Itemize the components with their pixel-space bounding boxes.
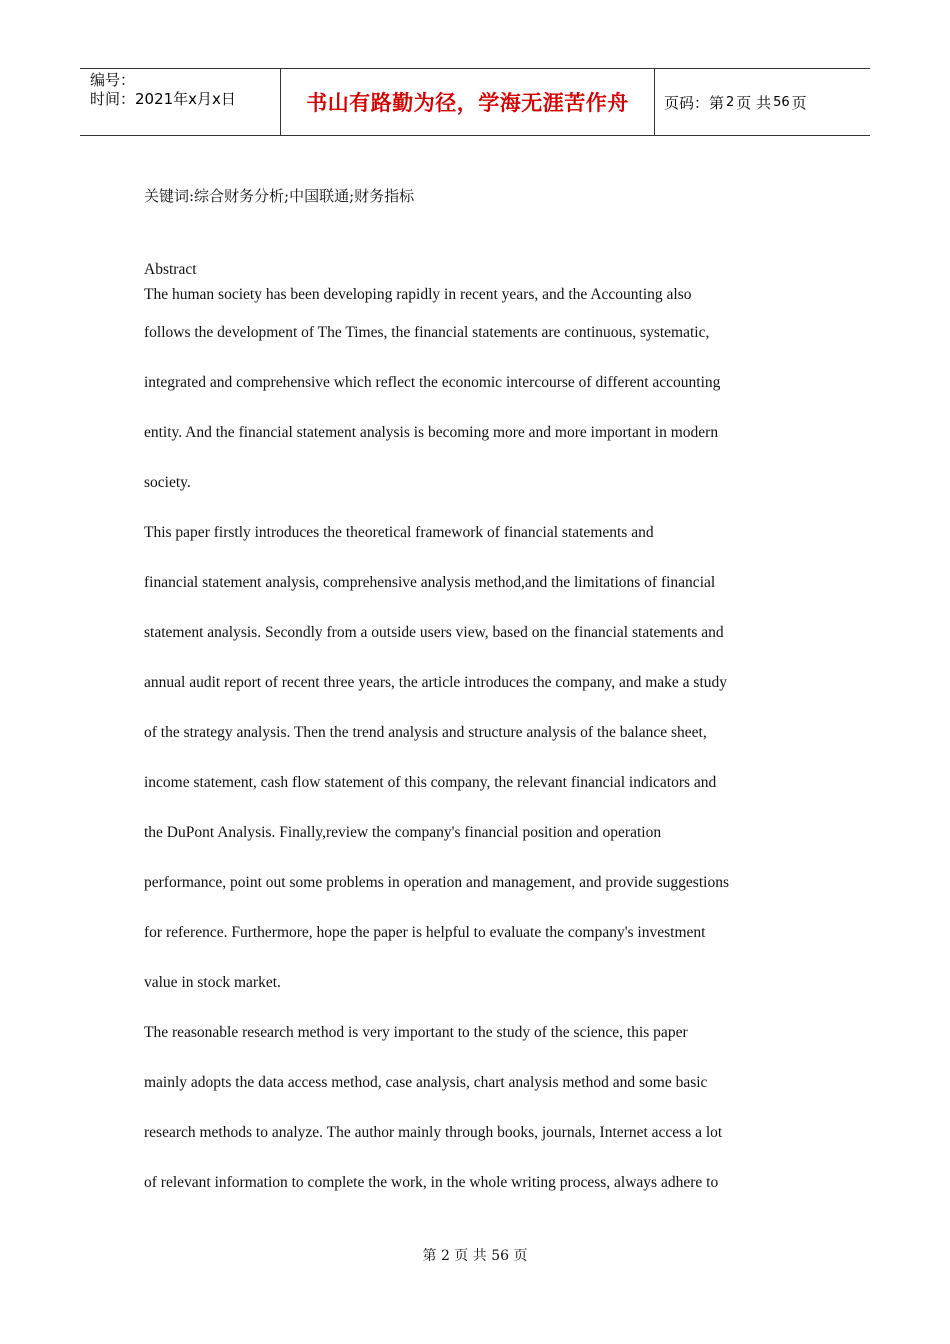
abstract-line: the DuPont Analysis. Finally,review the company's financial position and operation — [144, 824, 662, 841]
page-current: 2 — [726, 94, 735, 110]
page-suffix: 页 — [791, 93, 807, 112]
abstract-line: performance, point out some problems in operation and management, and provide suggestions — [144, 874, 729, 891]
header-motto: 书山有路勤为径，学海无涯苦作舟 — [281, 69, 655, 135]
abstract-line: society. — [144, 474, 191, 491]
abstract-line: for reference. Furthermore, hope the paper is helpful to evaluate the company's investment — [144, 924, 706, 941]
document-date: 时间：2021年x月x日 — [90, 90, 236, 108]
abstract-line: integrated and comprehensive which reflect the economic intercourse of different accounting — [144, 374, 721, 391]
abstract-line: of the strategy analysis. Then the trend analysis and structure analysis of the balance sheet, — [144, 724, 707, 741]
header-meta — [80, 69, 281, 135]
abstract-line: of relevant information to complete the work, in the whole writing process, always adhere to — [144, 1174, 719, 1191]
abstract-line: income statement, cash flow statement of this company, the relevant financial indicators and — [144, 774, 717, 791]
keywords-line: 关键词:综合财务分析;中国联通;财务指标 — [144, 187, 415, 205]
abstract-line: financial statement analysis, comprehensive analysis method,and the limitations of financial — [144, 574, 716, 591]
page-header — [80, 68, 870, 136]
header-page-info — [655, 69, 870, 135]
document-number-label: 编号： — [90, 71, 136, 89]
abstract-line: This paper firstly introduces the theoretical framework of financial statements and — [144, 524, 654, 541]
abstract-line: research methods to analyze. The author mainly through books, journals, Internet access a lot — [144, 1124, 723, 1141]
abstract-line: statement analysis. Secondly from a outside users view, based on the financial statements and — [144, 624, 724, 641]
page-prefix: 页码：第 — [664, 93, 725, 112]
page-total: 56 — [773, 94, 790, 110]
abstract-line: mainly adopts the data access method, case analysis, chart analysis method and some basic — [144, 1074, 708, 1091]
page-footer: 第 2 页 共 56 页 — [422, 1248, 528, 1264]
abstract-section — [144, 258, 794, 1208]
abstract-title: Abstract — [144, 261, 197, 278]
abstract-body — [144, 282, 794, 1208]
abstract-line: annual audit report of recent three years, the article introduces the company, and make a study — [144, 674, 728, 691]
abstract-line: The human society has been developing rapidly in recent years, and the Accounting also — [144, 286, 692, 303]
abstract-line: follows the development of The Times, the financial statements are continuous, systematic, — [144, 324, 710, 341]
abstract-line: entity. And the financial statement analysis is becoming more and more important in modern — [144, 424, 719, 441]
abstract-line: value in stock market. — [144, 974, 281, 991]
page-mid: 页 共 — [736, 93, 772, 112]
abstract-line: The reasonable research method is very important to the study of the science, this paper — [144, 1024, 688, 1041]
